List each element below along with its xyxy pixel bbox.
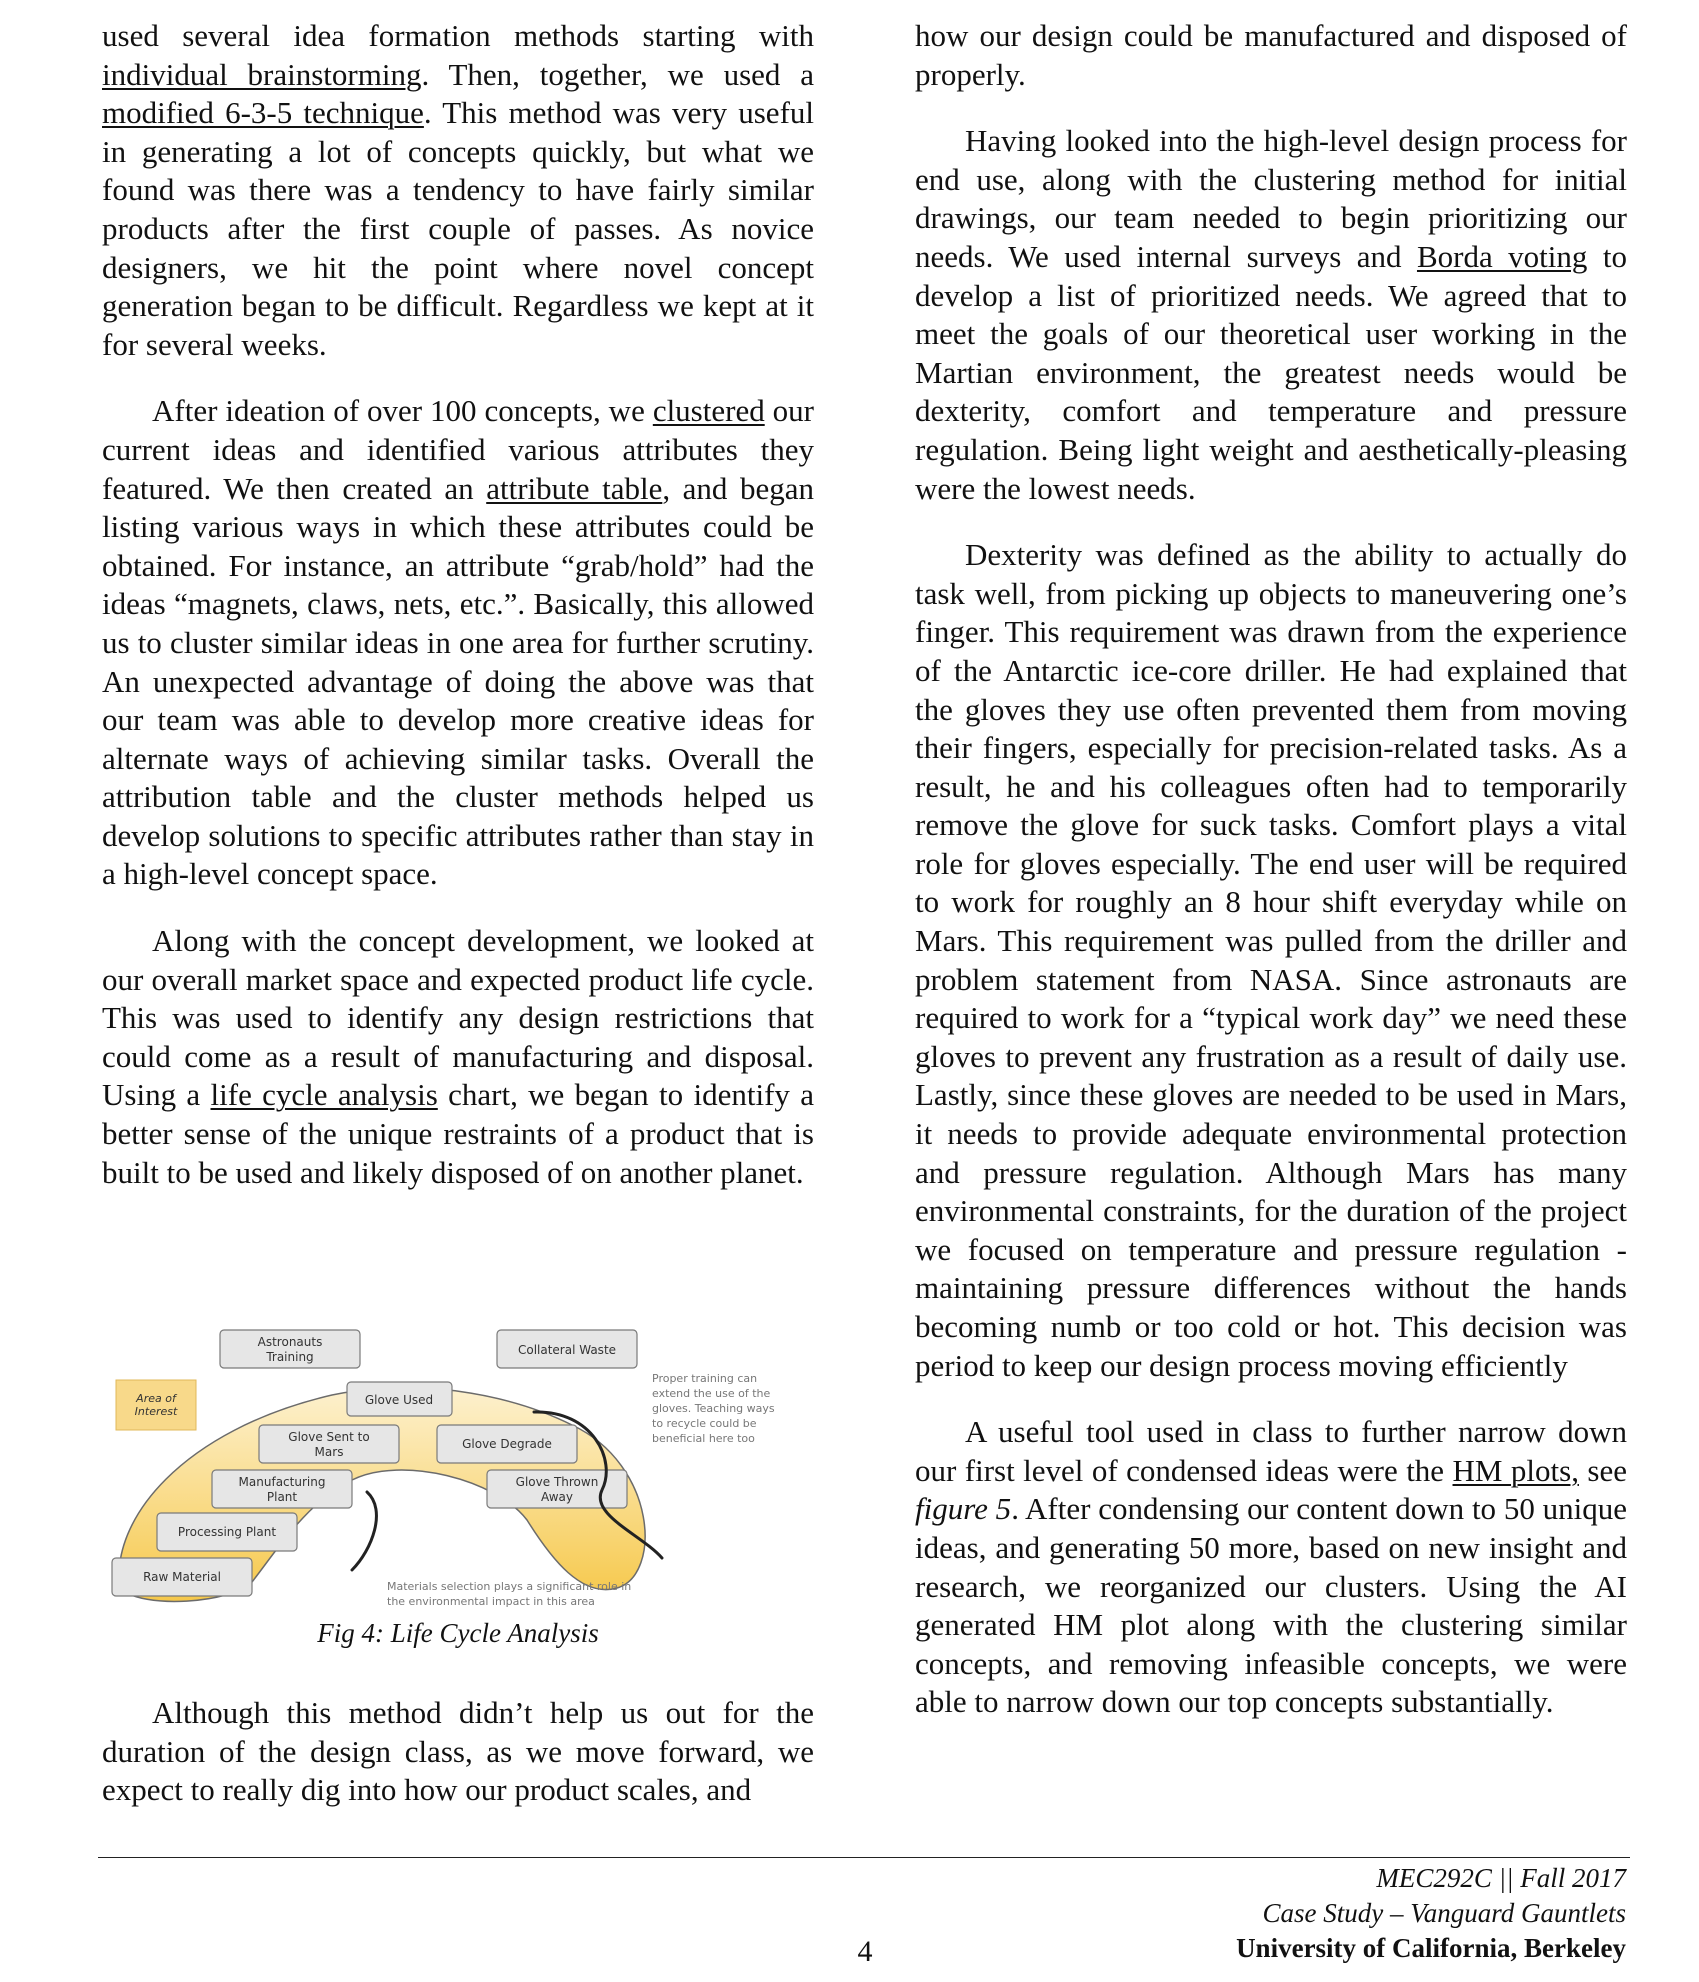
footer-block [1236,1861,1626,1966]
underlined-term-life-cycle-analysis: life cycle analysis [210,1077,438,1113]
footer-rule [98,1857,1630,1858]
left-column [102,17,814,1192]
box-label: Mars [314,1445,344,1459]
right-paragraph-2 [915,122,1627,508]
figure-caption: Fig 4: Life Cycle Analysis [317,1618,599,1648]
page-number: 4 [857,1935,873,1968]
box-raw-material [112,1558,252,1596]
box-label: Glove Sent to [288,1430,370,1444]
underlined-term-635-technique: modified 6-3-5 technique [102,95,424,131]
note-line: gloves. Teaching ways [652,1402,775,1415]
area-of-interest-label-2: Interest [134,1405,178,1418]
text: chart, we began to identify a better sense of the unique restraints of a product that is built to be used and likely disposed of on another planet. [102,1077,814,1190]
underlined-term-borda-voting: Borda voting [1416,238,1588,274]
box-label: Training [266,1350,314,1364]
note-line: Materials selection plays a significant role in [387,1580,632,1593]
right-paragraph-3: Dexterity was defined as the ability to actually do task well, from picking up objects to maneuvering one’s finger. This requirement was drawn from the experience of the Antarctic ice-core driller. He had explained that the gloves they use often prevented them from moving their fingers, especially for precision-related tasks. As a result, he and his colleagues often had to temporarily remove the glove for suck tasks. Comfort plays a vital role for gloves especially. The end user will be required to work for roughly an 8 hour shift everyday while on Mars. This requirement was pulled from the driller and problem statement from NASA. Since astronauts are required to work for a “typical work day” we need these gloves to prevent any frustration as a result of daily use. Lastly, since these gloves are needed to be used in Mars, it needs to provide adequate environmental protection and pressure regulation. Although Mars has many environmental constraints, for the duration of the project we focused on temperature and pressure regulation - maintaining pressure differences without the hands becoming numb or too cold or hot. This decision was period to keep our design process moving efficiently [915,537,1627,1383]
note-proper-training [652,1372,775,1445]
text: . This method was very useful in generating a lot of concepts quickly, but what we found was there was a tendency to have fairly similar products after the first couple of passes. As novice designers, we hit the point where novel concept generation began to be difficult. Regardless we kept at it for several weeks. [102,95,815,362]
bracket-curve-bottom [352,1492,376,1570]
note-materials-selection [387,1580,631,1608]
note-line: extend the use of the [652,1387,771,1400]
box-glove-degrade [437,1425,577,1463]
box-label: Astronauts [257,1335,323,1349]
box-label: Raw Material [143,1570,221,1584]
box-collateral-waste [497,1330,637,1368]
box-glove-used [347,1382,452,1416]
box-label: Processing Plant [177,1525,277,1539]
box-label: Plant [266,1490,298,1504]
note-line: the environmental impact in this area [387,1595,595,1608]
text: Along with the concept development, we looked at our overall market space and expected product life cycle. This was used to identify any design restrictions that could come as a result of manufacturing and disposal. Using a [102,923,814,1113]
box-label: Collateral Waste [517,1343,617,1357]
underlined-term-hm-plots: HM plots, [1452,1452,1579,1488]
footer-case-study: Case Study – Vanguard Gauntlets [1262,1898,1626,1928]
figure-reference: figure 5 [915,1491,1012,1527]
life-cycle-figure [102,1320,814,1620]
box-astronauts-training [220,1330,360,1368]
box-label: Glove Used [364,1393,434,1407]
box-label: Manufacturing [238,1475,326,1489]
left-paragraph-1 [102,17,814,364]
text: see [1578,1452,1627,1488]
box-label: Away [541,1490,573,1504]
text: used several idea formation methods starting with [102,18,814,53]
underlined-term-individual-brainstorming: individual brainstorming [102,56,422,92]
text: . After condensing our content down to 50 unique ideas, and generating 50 more, based on new insight and research, we reorganized our clusters. Using the AI generated HM plot along with the clustering similar concepts, and removing infeasible concepts, we were able to narrow down our top concepts substantially. [915,1491,1627,1720]
note-line: Proper training can [652,1372,758,1385]
text: to develop a list of prioritized needs. We agreed that to meet the goals of our theoretical user working in the Martian environment, the greatest needs would be dexterity, comfort and temperature and pressure regulation. Being light weight and aesthetically-pleasing were the lowest needs. [915,238,1627,506]
box-processing-plant [157,1513,297,1551]
area-of-interest-label-1: Area of [136,1392,176,1405]
footer-course: MEC292C || Fall 2017 [1376,1863,1626,1893]
footer-university: University of California, Berkeley [1236,1933,1626,1963]
box-glove-sent-to-mars [259,1425,399,1463]
left-paragraph-4: Although this method didn’t help us out for the duration of the design class, as we move forward, we expect to really dig into how our product scales, and [102,1695,814,1808]
text: Having looked into the high-level design process for end use, along with the clustering method for initial drawings, our team needed to begin prioritizing our needs. We used internal surveys and [915,123,1627,274]
left-paragraph-2 [102,392,814,894]
right-paragraph-1: how our design could be manufactured and disposed of properly. [915,18,1627,92]
text: , and began listing various ways in which these attributes could be obtained. For instance, an attribute “grab/hold” had the ideas “magnets, claws, nets, etc.”. Basically, this allowed us to cluster similar ideas in one area for further scrutiny. An unexpected advantage of doing the above was that our team was able to develop more creative ideas for alternate ways of achieving similar tasks. Overall the attribution table and the cluster methods helped us develop solutions to specific attributes rather than stay in a high-level concept space. [102,470,814,892]
box-label: Glove Degrade [462,1437,552,1451]
right-paragraph-4 [915,1413,1627,1722]
text: A useful tool used in class to further narrow down our first level of condensed ideas were the [915,1414,1627,1488]
text: After ideation of over 100 concepts, we [152,393,653,429]
left-paragraph-3 [102,922,814,1192]
underlined-term-clustered: clustered [652,393,765,429]
note-line: to recycle could be [652,1417,757,1430]
left-column-bottom [102,1694,814,1810]
box-manufacturing-plant [212,1470,352,1508]
box-label: Glove Thrown [515,1475,599,1489]
note-line: beneficial here too [652,1432,755,1445]
right-column [915,17,1627,1722]
text: our current ideas and identified various attributes they featured. We then created an [102,393,814,506]
underlined-term-attribute-table: attribute table [486,470,663,506]
text: . Then, together, we used a [421,56,814,92]
